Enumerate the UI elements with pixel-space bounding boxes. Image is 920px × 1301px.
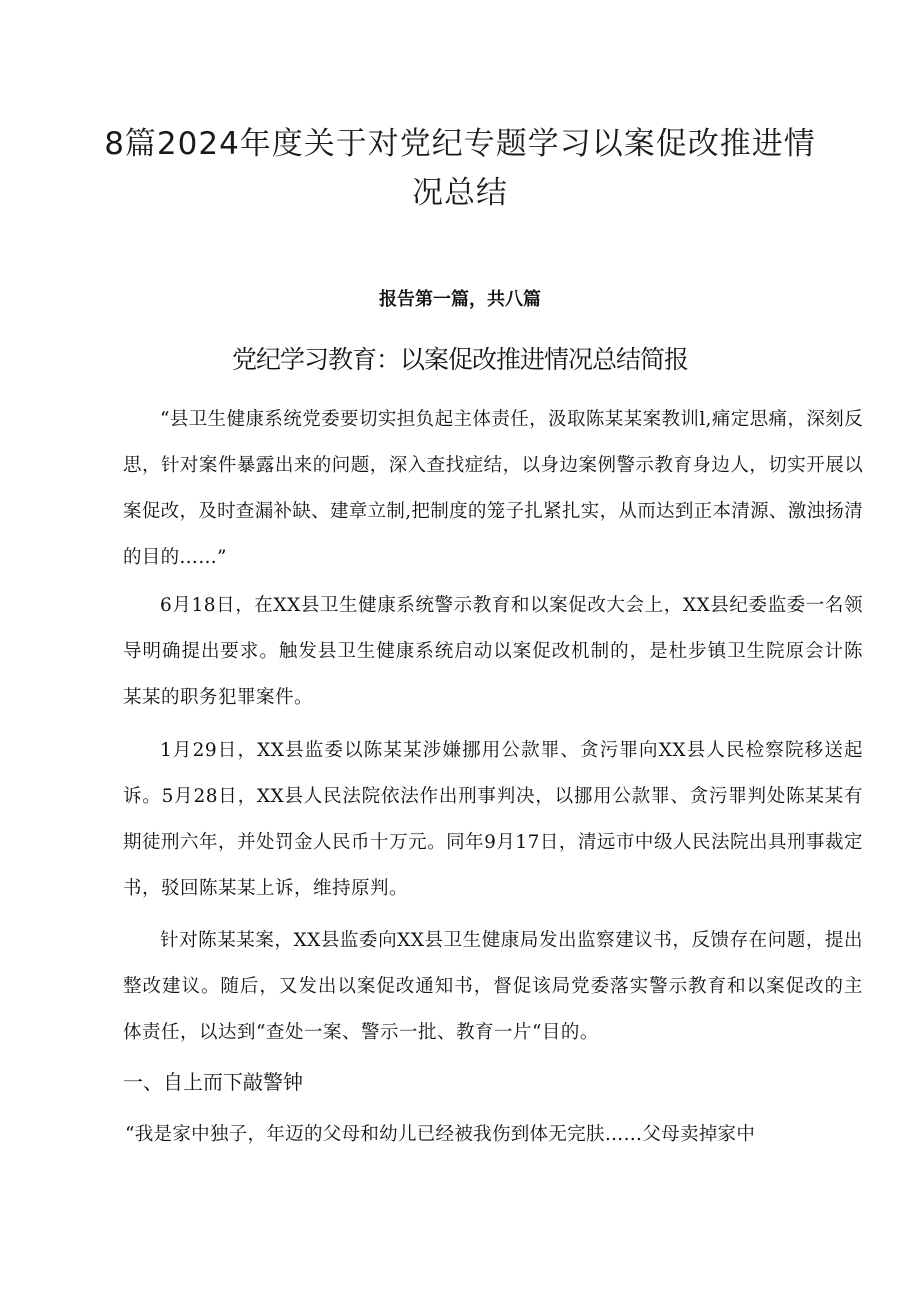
report-subtitle: 党纪学习教育：以案促改推进情况总结简报	[231, 345, 688, 374]
paragraph-meeting: 6月18日，在XX县卫生健康系统警示教育和以案促改大会上，XX县纪委监委一名领导明确提出要求。触发县卫生健康系统启动以案促改机制的，是杜步镇卫生院原会计陈某某的职务犯罪案件。	[123, 595, 863, 708]
document-title	[60, 120, 860, 218]
paragraph-quote: “县卫生健康系统党委要切实担负起主体责任，汲取陈某某案教训l,痛定思痛，深刻反思，针对案件暴露出来的问题，深入查找症结，以身边案例警示教育身边人，切实开展以案促改，及时查漏补缺、建章立制,把制度的笼子扎紧扎实，从而达到正本清源、激浊扬清的目的……”	[123, 409, 863, 568]
section-heading: 一、自上而下敲警钟	[123, 1070, 303, 1094]
paragraph-supervision: 针对陈某某案，XX县监委向XX县卫生健康局发出监察建议书，反馈存在问题，提出整改建议。随后，又发出以案促改通知书，督促该局党委落实警示教育和以案促改的主体责任，以达到“查处一案、警示一批、教育一片“目的。	[123, 930, 863, 1043]
paragraph-confession: “我是家中独子，年迈的父母和幼儿已经被我伤到体无完肤……父母卖掉家中	[125, 1124, 756, 1145]
document-title-line-1: 8篇2024年度关于对党纪专题学习以案促改推进情	[104, 126, 816, 162]
report-number: 报告第一篇，共八篇	[379, 289, 541, 310]
document-title-line-2: 况总结	[412, 175, 508, 211]
paragraph-case-timeline: 1月29日，XX县监委以陈某某涉嫌挪用公款罪、贪污罪向XX县人民检察院移送起诉。5月28日，XX县人民法院依法作出刑事判决，以挪用公款罪、贪污罪判处陈某某有期徒刑六年，并处罚金人民币十万元。同年9月17日，清远市中级人民法院出具刑事裁定书，驳回陈某某上诉，维持原判。	[123, 740, 863, 899]
